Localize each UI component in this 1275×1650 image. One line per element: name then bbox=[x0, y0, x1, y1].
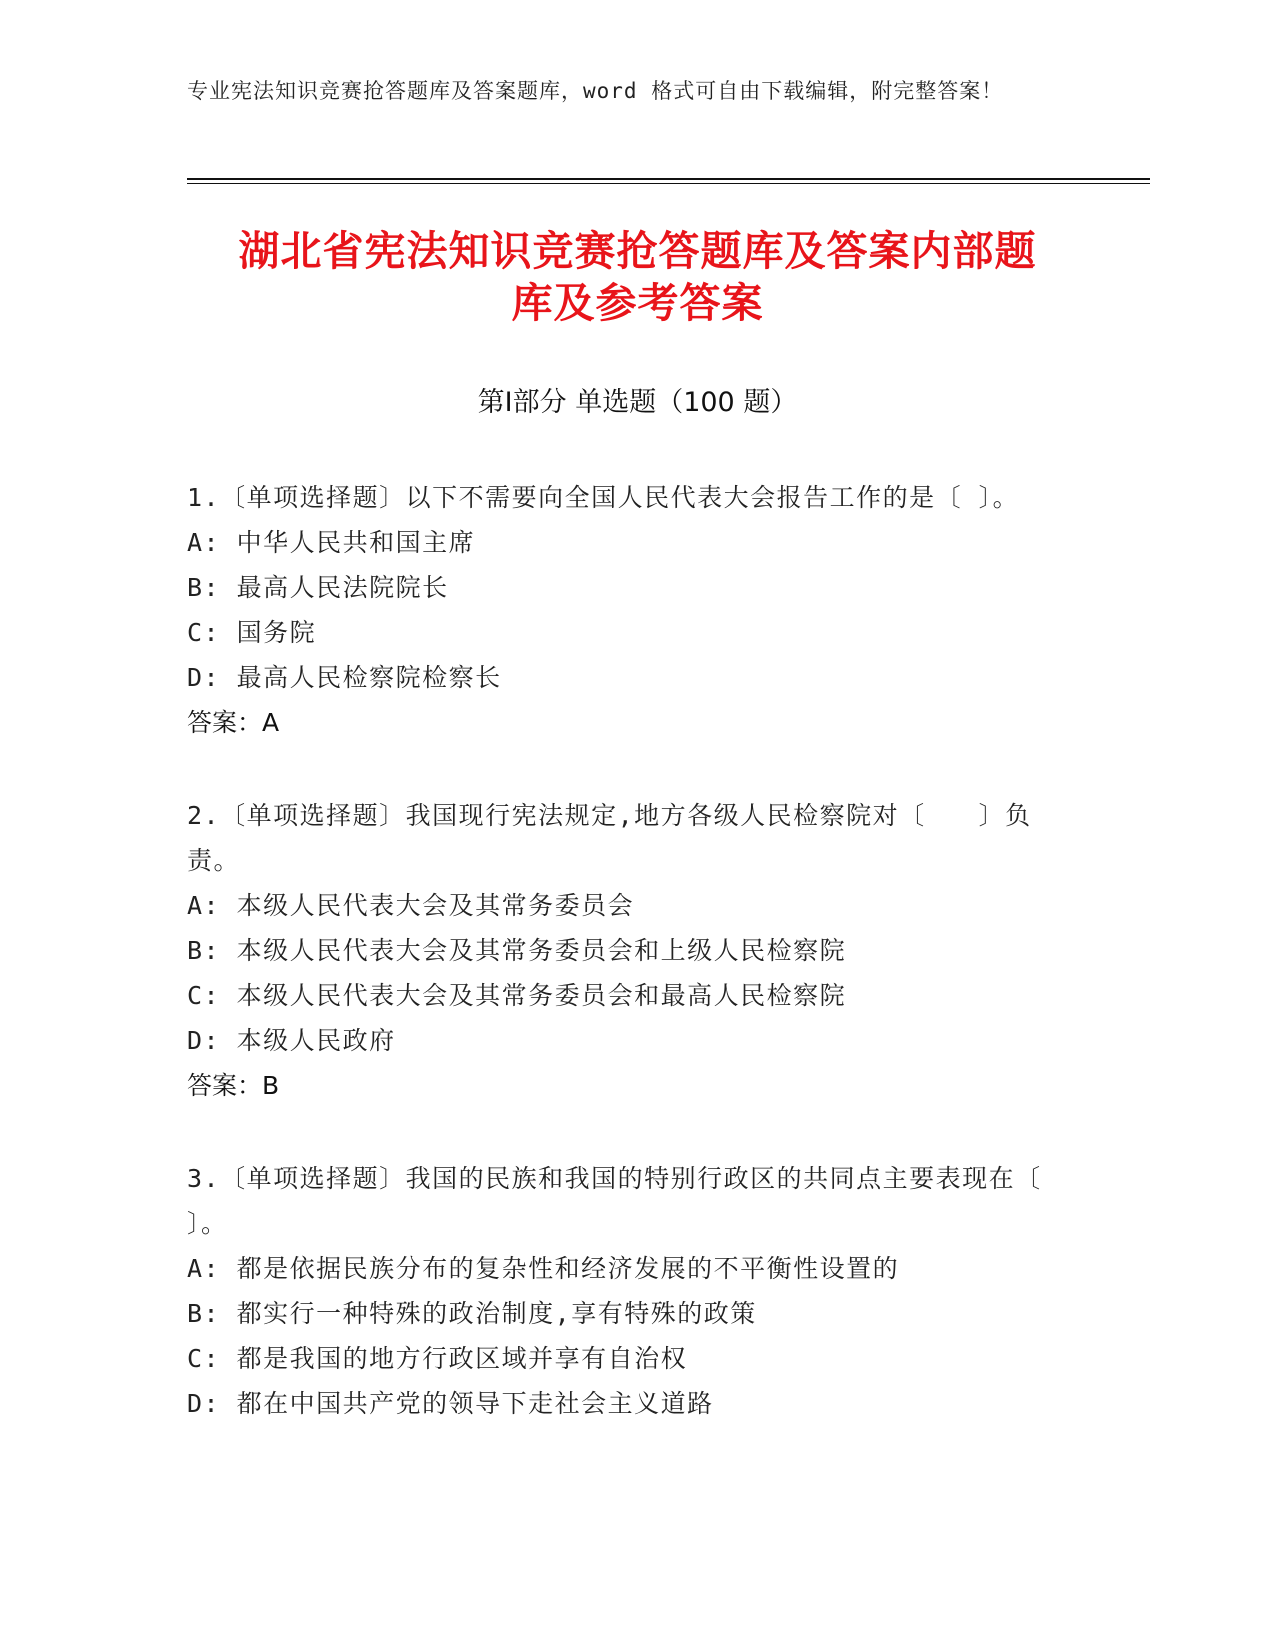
option-c: C: 国务院 bbox=[187, 618, 317, 647]
option-c: C: 本级人民代表大会及其常务委员会和最高人民检察院 bbox=[187, 981, 847, 1010]
option-a: A: 本级人民代表大会及其常务委员会 bbox=[187, 891, 635, 920]
question-list bbox=[187, 475, 1095, 1474]
answer-label: 答案：B bbox=[187, 1071, 280, 1100]
header-rule-thick bbox=[187, 178, 1150, 180]
option-c: C: 都是我国的地方行政区域并享有自治权 bbox=[187, 1344, 688, 1373]
question-stem: 3.〔单项选择题〕我国的民族和我国的特别行政区的共同点主要表现在〔 〕。 bbox=[187, 1164, 1095, 1238]
question-stem: 2.〔单项选择题〕我国现行宪法规定,地方各级人民检察院对〔 〕负责。 bbox=[187, 801, 1032, 875]
option-a: A: 都是依据民族分布的复杂性和经济发展的不平衡性设置的 bbox=[187, 1254, 900, 1283]
document-title bbox=[160, 225, 1115, 329]
option-d: D: 都在中国共产党的领导下走社会主义道路 bbox=[187, 1389, 714, 1418]
question-1 bbox=[187, 475, 1067, 745]
option-b: B: 都实行一种特殊的政治制度,享有特殊的政策 bbox=[187, 1299, 757, 1328]
option-d: D: 最高人民检察院检察长 bbox=[187, 663, 502, 692]
section-title: 第Ⅰ部分 单选题（100 题） bbox=[477, 387, 798, 418]
question-3 bbox=[187, 1156, 1095, 1426]
option-d: D: 本级人民政府 bbox=[187, 1026, 396, 1055]
question-2 bbox=[187, 793, 1067, 1108]
option-b: B: 最高人民法院院长 bbox=[187, 573, 449, 602]
document-title-line-2: 库及参考答案 bbox=[511, 279, 764, 327]
option-b: B: 本级人民代表大会及其常务委员会和上级人民检察院 bbox=[187, 936, 847, 965]
document-title-line-1: 湖北省宪法知识竞赛抢答题库及答案内部题 bbox=[238, 227, 1037, 275]
question-stem: 1.〔单项选择题〕以下不需要向全国人民代表大会报告工作的是〔 〕。 bbox=[187, 483, 1020, 512]
option-a: A: 中华人民共和国主席 bbox=[187, 528, 476, 557]
answer-label: 答案：A bbox=[187, 708, 280, 737]
header-rule-thin bbox=[187, 183, 1150, 184]
header-note: 专业宪法知识竞赛抢答题库及答案题库，word 格式可自由下载编辑，附完整答案！ bbox=[187, 79, 1004, 103]
